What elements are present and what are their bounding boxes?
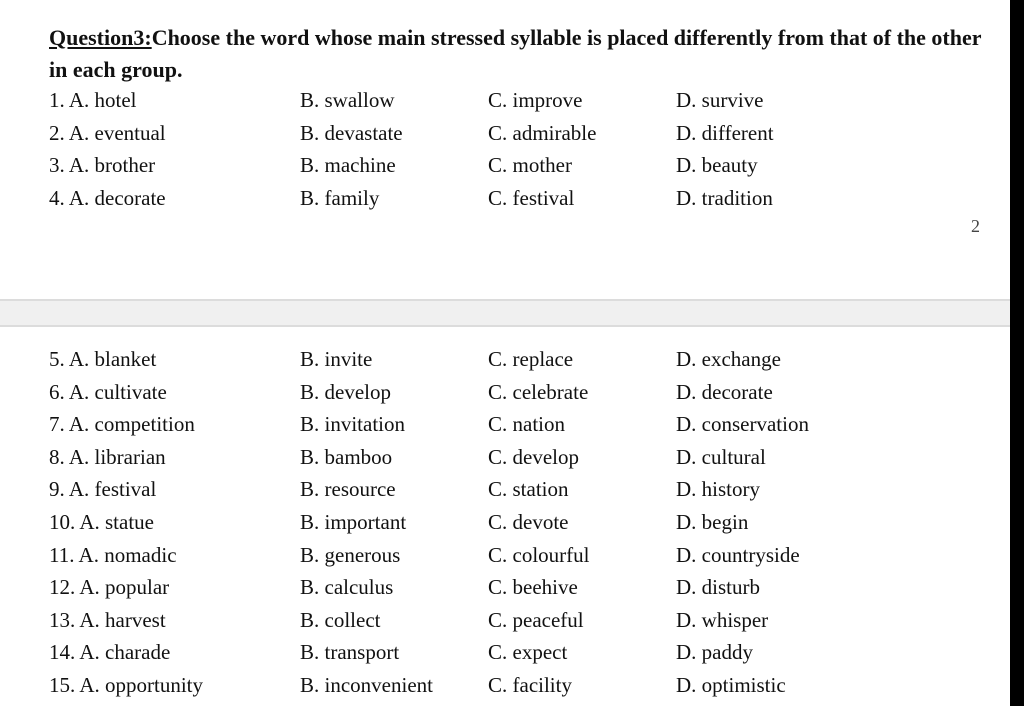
option-d: D. conservation	[676, 412, 809, 437]
option-b: B. bamboo	[300, 444, 393, 469]
option-d: D. disturb	[676, 575, 760, 600]
option-a: 15. A. opportunity	[49, 672, 204, 697]
option-d: D. decorate	[676, 379, 773, 404]
option-d: D. exchange	[676, 347, 781, 371]
option-d: D. survive	[676, 88, 764, 112]
option-b: B. machine	[300, 153, 396, 178]
option-c: C. expect	[488, 640, 568, 665]
option-b: B. devastate	[300, 120, 403, 145]
option-d: D. countryside	[676, 542, 800, 567]
option-c: C. facility	[488, 672, 572, 697]
option-b: B. resource	[300, 477, 396, 502]
option-b: B. family	[300, 185, 380, 210]
option-d: D. history	[676, 477, 760, 502]
option-a: 11. A. nomadic	[49, 542, 177, 567]
option-b: B. swallow	[300, 88, 395, 112]
option-c: C. replace	[488, 347, 574, 371]
option-a: 8. A. librarian	[49, 444, 166, 469]
option-b: B. transport	[300, 640, 400, 665]
option-c: C. celebrate	[488, 379, 589, 404]
right-edge-border	[1010, 0, 1024, 706]
option-a: 9. A. festival	[49, 477, 157, 502]
option-a: 4. A. decorate	[49, 185, 166, 210]
option-d: D. optimistic	[676, 672, 786, 697]
option-b: B. important	[300, 509, 407, 534]
option-a: 2. A. eventual	[49, 120, 166, 145]
option-a: 12. A. popular	[49, 575, 170, 600]
option-b: B. calculus	[300, 575, 394, 600]
option-b: B. generous	[300, 542, 401, 567]
option-b: B. inconvenient	[300, 672, 433, 697]
option-c: C. devote	[488, 509, 569, 534]
option-b: B. invite	[300, 347, 373, 371]
option-a: 5. A. blanket	[49, 347, 157, 371]
option-a: 3. A. brother	[49, 153, 156, 178]
option-c: C. nation	[488, 412, 565, 437]
option-c: C. peaceful	[488, 607, 584, 632]
option-a: 14. A. charade	[49, 640, 171, 665]
option-c: C. festival	[488, 185, 575, 210]
option-a: 7. A. competition	[49, 412, 195, 437]
option-d: D. cultural	[676, 444, 766, 469]
page-number: 2	[971, 216, 980, 236]
option-c: C. mother	[488, 153, 572, 178]
option-c: C. admirable	[488, 120, 597, 145]
option-a: 10. A. statue	[49, 509, 154, 534]
option-b: B. collect	[300, 607, 381, 632]
question-instruction: Choose the word whose main stressed syllable is placed differently from that of the other in each group.	[49, 25, 982, 82]
option-d: D. paddy	[676, 640, 753, 665]
option-d: D. beauty	[676, 153, 758, 178]
page-break-divider	[0, 299, 1010, 327]
option-b: B. invitation	[300, 412, 405, 437]
option-c: C. station	[488, 477, 569, 502]
option-c: C. improve	[488, 88, 583, 112]
option-d: D. tradition	[676, 185, 773, 210]
option-c: C. develop	[488, 444, 579, 469]
question-label: Question3:	[49, 25, 152, 50]
option-d: D. begin	[676, 509, 749, 534]
option-d: D. different	[676, 120, 774, 145]
option-a: 1. A. hotel	[49, 88, 137, 112]
option-c: C. beehive	[488, 575, 578, 600]
option-c: C. colourful	[488, 542, 590, 567]
option-b: B. develop	[300, 379, 391, 404]
question-heading	[49, 22, 994, 86]
option-d: D. whisper	[676, 607, 769, 632]
option-a: 13. A. harvest	[49, 607, 166, 632]
option-a: 6. A. cultivate	[49, 379, 167, 404]
